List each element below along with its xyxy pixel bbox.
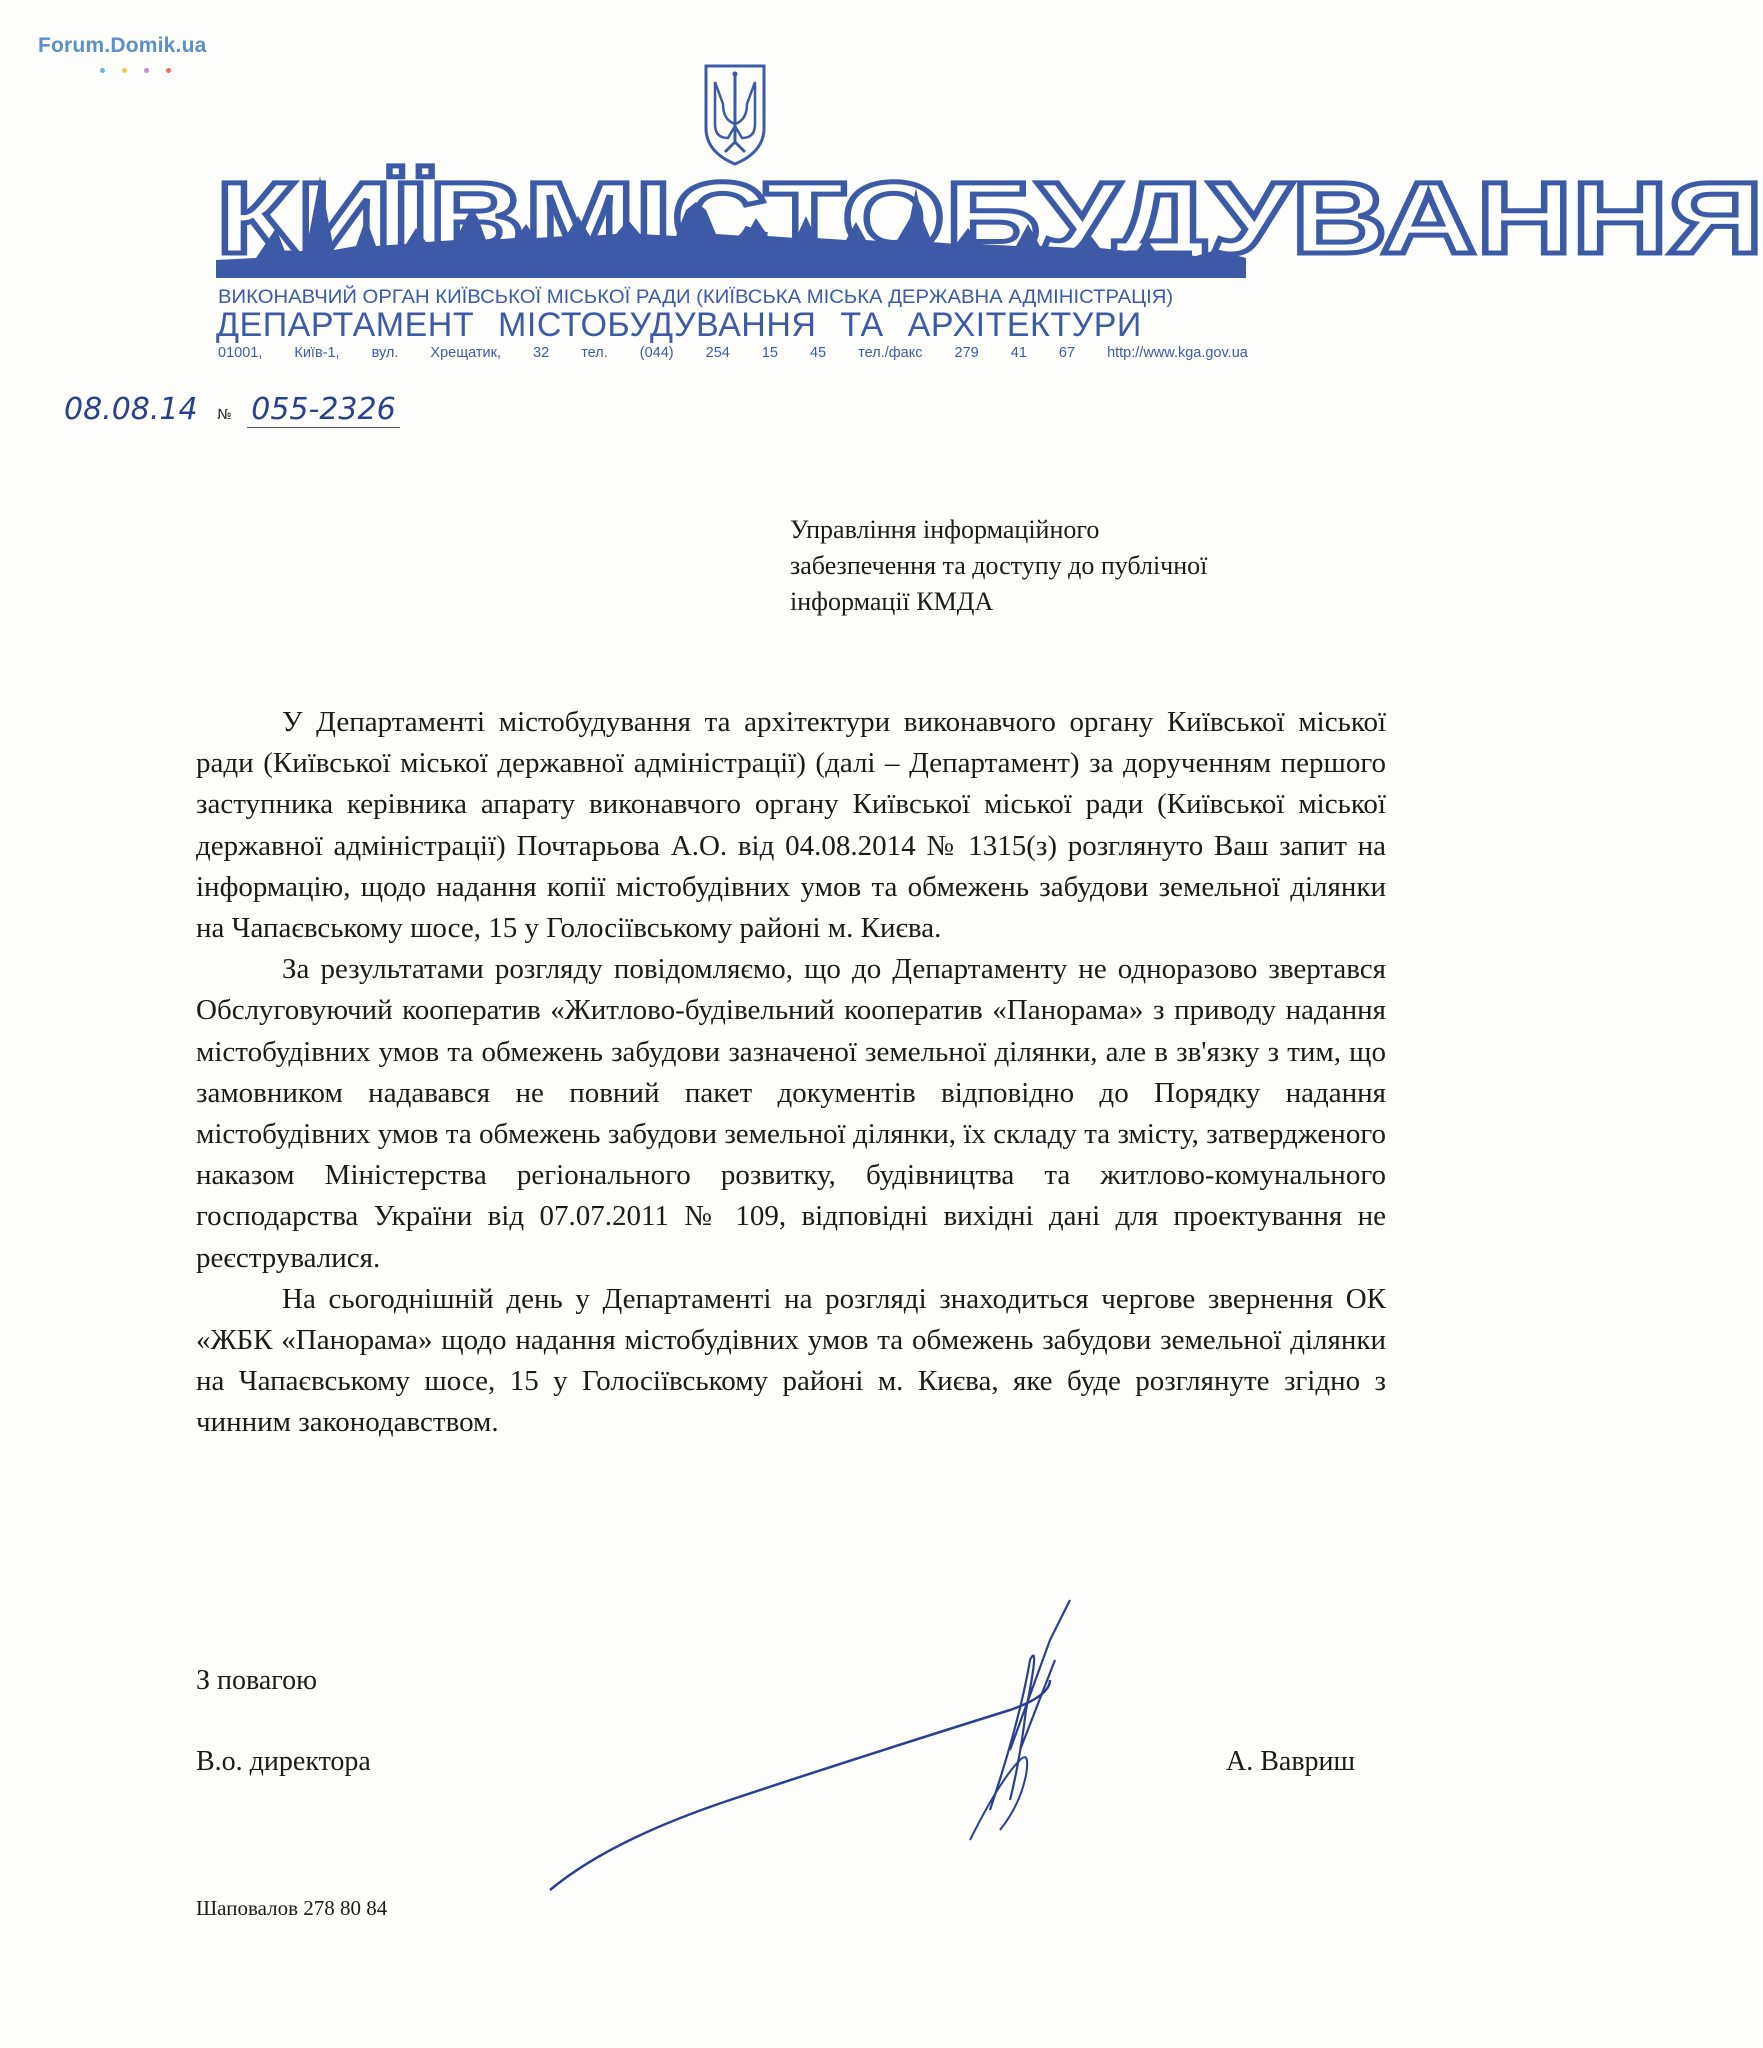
trident-icon	[700, 62, 770, 168]
number-sign: №	[217, 407, 232, 423]
watermark-dot	[166, 68, 171, 73]
contact-part: 279	[954, 345, 979, 361]
forum-watermark: Forum.Domik.ua	[38, 34, 207, 57]
executor-contact: Шаповалов 278 80 84	[196, 1896, 388, 1920]
watermark-dot	[122, 68, 127, 73]
handwritten-signature	[550, 1600, 1110, 1920]
contact-part: 67	[1058, 345, 1076, 361]
contact-part: Київ-1,	[294, 345, 340, 361]
contact-part: (044)	[639, 345, 674, 361]
registration-date: 08.08.14	[64, 392, 198, 427]
watermark-dots	[100, 60, 188, 78]
contact-part: 32	[533, 345, 550, 361]
registration-number: 055-2326	[247, 392, 399, 428]
contact-part: тел./факс	[858, 345, 923, 361]
watermark-dot	[100, 68, 105, 73]
department-title: ДЕПАРТАМЕНТ МІСТОБУДУВАННЯ ТА АРХІТЕКТУРИ	[216, 306, 1142, 344]
watermark-dot	[144, 68, 149, 73]
body-paragraph: На сьогоднішній день у Департаменті на розгляді знаходиться чергове звернення ОК «ЖБК «Панорама» щодо надання містобудівних умов та обмежень забудови земельної ділянки на Чапаєвському шосе, 15 у Голосіївському районі м. Києва, яке буде розглянуте згідно з чинним законодавством.	[196, 1282, 1386, 1439]
contact-part: 15	[761, 345, 778, 361]
letter-body	[196, 702, 1386, 1444]
contact-part: 254	[705, 345, 730, 361]
addressee: Управління інформаційного забезпечення та доступу до публічної інформації КМДА	[790, 515, 1208, 616]
body-paragraph: У Департаменті містобудування та архітектури виконавчого органу Київської міської ради (Київської міської державної адміністрації) (далі – Департамент) за дорученням першого заступника керівника апарату виконавчого органу Київської міської ради (Київської міської державної адміністрації) Почтарьова А.О. від 04.08.2014 № 1315(з) розглянуто Ваш запит на інформацію, щодо надання копії містобудівних умов та обмежень забудови земельної ділянки на Чапаєвському шосе, 15 у Голосіївському районі м. Києва.	[196, 706, 1386, 945]
contact-part: 45	[810, 345, 827, 361]
department-contacts	[218, 345, 1248, 361]
executive-body-title: ВИКОНАВЧИЙ ОРГАН КИЇВСЬКОЇ МІСЬКОЇ РАДИ (КИЇВСЬКА МІСЬКА ДЕРЖАВНА АДМІНІСТРАЦІЯ)	[218, 286, 1174, 308]
contact-part: 41	[1010, 345, 1027, 361]
closing-phrase: З повагою	[196, 1665, 317, 1696]
contact-part: вул.	[371, 345, 399, 361]
logo-wordmark: КИЇВМІСТОБУДУВАННЯ	[216, 161, 1763, 275]
department-logo	[216, 158, 1763, 278]
city-skyline-icon	[216, 158, 1246, 278]
contact-part: тел.	[581, 345, 608, 361]
contact-part: 01001,	[218, 345, 263, 361]
website-link: http://www.kga.gov.ua	[1107, 345, 1248, 361]
signer-name: А. Вавриш	[1226, 1746, 1356, 1777]
body-paragraph: За результатами розгляду повідомляємо, що до Департаменту не одноразово звертався Обслуговуючий кооператив «Житлово-будівельний кооператив «Панорама» з приводу надання містобудівних умов та обмежень забудови зазначеної земельної ділянки, але в зв'язку з тим, що замовником надавався не повний пакет документів відповідно до Порядку надання містобудівних умов та обмежень забудови земельної ділянки, їх складу та змісту, затвердженого наказом Міністерства регіонального розвитку, будівництва та житлово-комунального господарства України від 07.07.2011 № 109, відповідні вихідні дані для проектування не реєструвалися.	[196, 953, 1386, 1274]
signer-role: В.о. директора	[196, 1746, 371, 1777]
registration-stamp	[64, 392, 400, 427]
contact-part: Хрещатик,	[430, 345, 502, 361]
